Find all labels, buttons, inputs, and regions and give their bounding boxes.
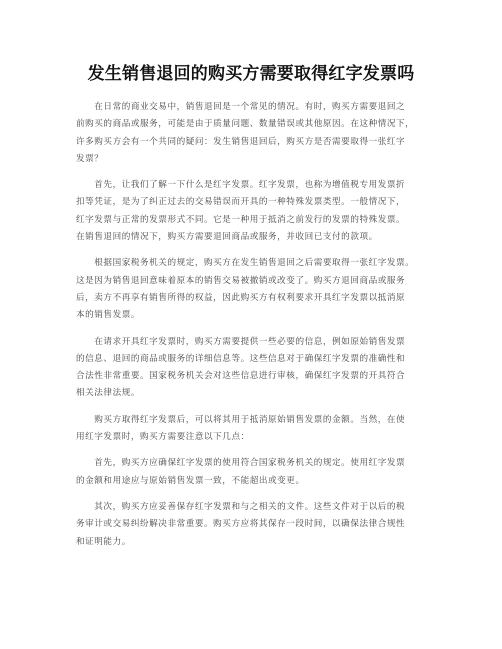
paragraph-line: 的金额和用途应与原始销售发票一致，不能超出或变更。: [76, 475, 305, 486]
paragraph-line: 在请求开具红字发票时，购买方需要提供一些必要的信息，例如原始销售发票: [76, 336, 406, 347]
paragraph-line: 前购买的商品或服务，可能是由于质量问题、数量错误或其他原因。在这种情况下，: [76, 119, 415, 130]
paragraph-line: 用红字发票时，购买方需要注意以下几点：: [76, 432, 250, 443]
paragraph-line: 相关法律法规。: [76, 388, 141, 399]
paragraph-line: 本的销售发票。: [76, 310, 141, 321]
paragraph-intro: [76, 99, 430, 168]
paragraph-line: 在销售退回的情况下，购买方需要退回商品或服务，并收回已支付的款项。: [76, 232, 378, 243]
paragraph-line: 购买方取得红字发票后，可以将其用于抵消原始销售发票的金额。当然，在使: [76, 414, 406, 425]
paragraph-line: 首先，购买方应确保红字发票的使用符合国家税务机关的规定。使用红字发票: [76, 458, 406, 469]
paragraph-line: 务审计或交易纠纷解决非常重要。购买方应将其保存一段时间，以确保法律合规性: [76, 519, 406, 530]
paragraph-line: 根据国家税务机关的规定，购买方在发生销售退回之后需要取得一张红字发票。: [76, 258, 415, 269]
document-title: 发生销售退回的购买方需要取得红字发票吗: [87, 64, 415, 84]
paragraph-line: 发票？: [76, 153, 104, 164]
paragraph-line: 后，卖方不再享有销售所得的权益，因此购买方有权利要求开具红字发票以抵消原: [76, 292, 406, 303]
paragraph-line: 和证明能力。: [76, 536, 131, 547]
document-body: [76, 99, 430, 560]
paragraph-first-point: [76, 455, 430, 490]
paragraph-line: 其次，购买方应妥善保存红字发票和与之相关的文件。这些文件对于以后的税: [76, 501, 406, 512]
paragraph-line: 合法性非常重要。国家税务机关会对这些信息进行审核，确保红字发票的开具符合: [76, 371, 406, 382]
paragraph-line: 扣等凭证，是为了纠正过去的交易错误而开具的一种特殊发票类型。一般情况下，: [76, 197, 406, 208]
paragraph-line: 首先，让我们了解一下什么是红字发票。红字发票，也称为增值税专用发票折: [76, 180, 406, 191]
paragraph-required-info: [76, 334, 430, 403]
paragraph-line: 的信息、退回的商品或服务的详细信息等。这些信息对于确保红字发票的准确性和: [76, 353, 406, 364]
paragraph-line: 这是因为销售退回意味着原本的销售交易被撤销或改变了。购买方退回商品或服务: [76, 275, 406, 286]
paragraph-line: 在日常的商业交易中，销售退回是一个常见的情况。有时，购买方需要退回之: [76, 102, 406, 112]
paragraph-usage: [76, 412, 430, 447]
paragraph-line: 红字发票与正常的发票形式不同。它是一种用于抵消之前发行的发票的特殊发票。: [76, 214, 406, 225]
paragraph-regulation: [76, 255, 430, 324]
paragraph-line: 许多购买方会有一个共同的疑问：发生销售退回后，购买方是否需要取得一张红字: [76, 136, 406, 147]
paragraph-second-point: [76, 499, 430, 551]
paragraph-definition: [76, 177, 430, 246]
